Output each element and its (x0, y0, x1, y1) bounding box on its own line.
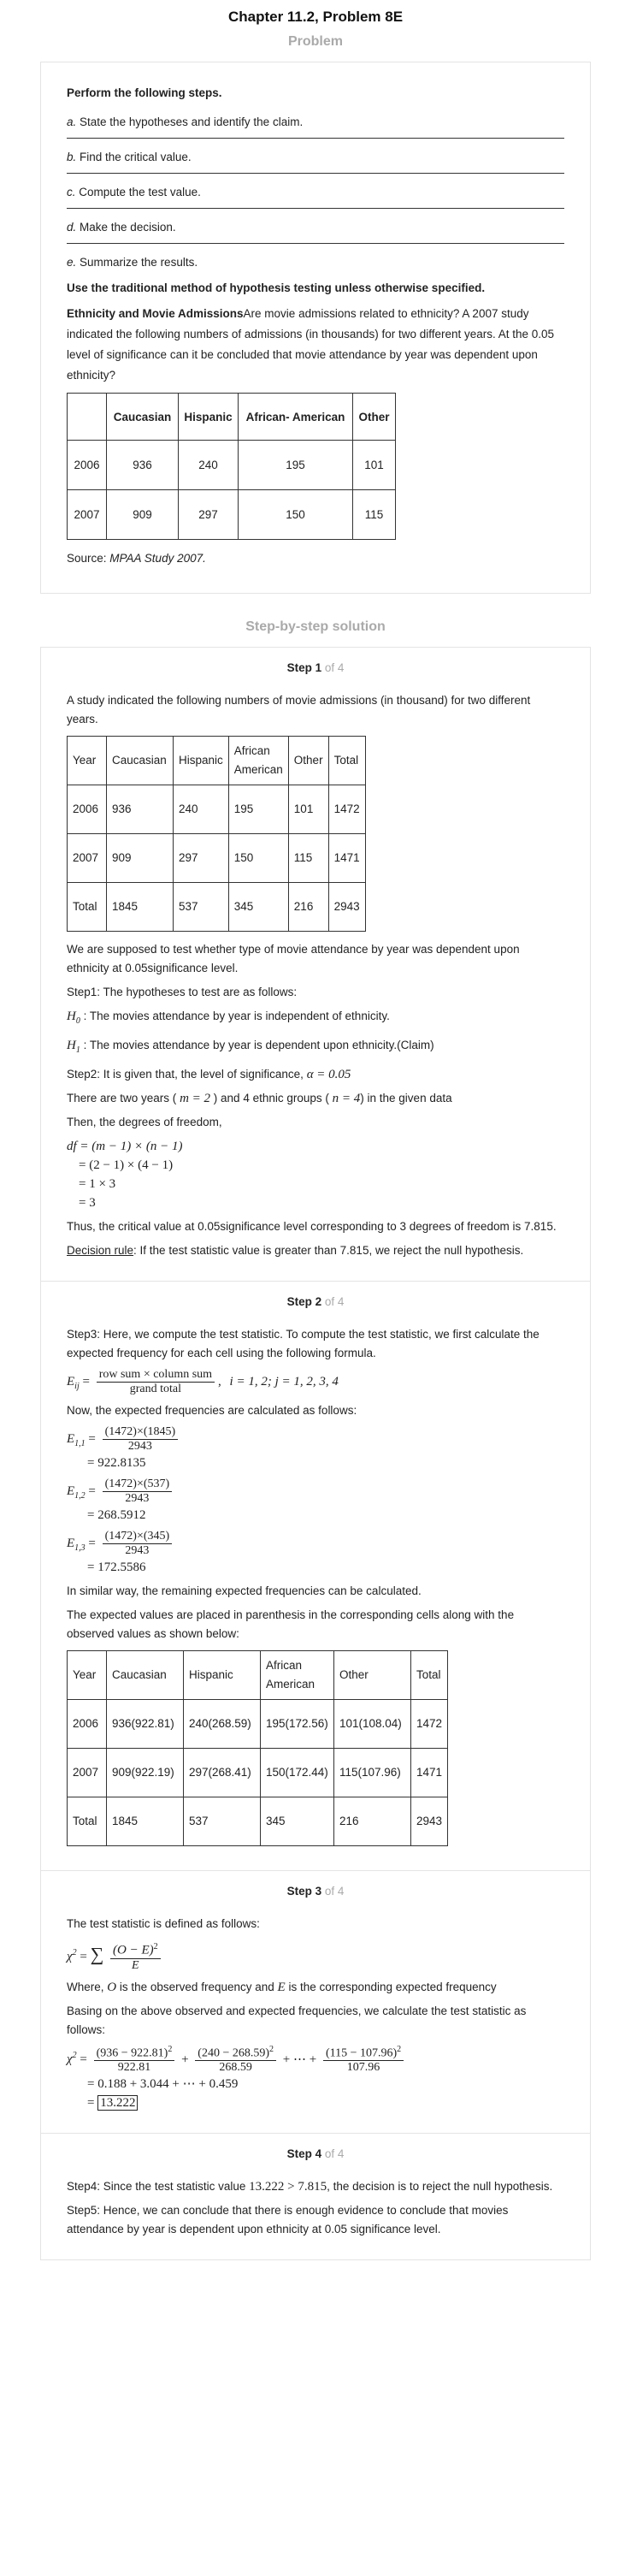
step-1 (41, 648, 590, 1282)
problem-step-b: b. Find the critical value. (67, 147, 564, 174)
table-row: 2007 909 297 150 115 (68, 490, 396, 540)
step-1-groups: There are two years ( m = 2 ) and 4 ethnic groups ( n = 4) in the given data (67, 1092, 452, 1105)
step-1-critical: Thus, the critical value at 0.05significance level corresponding to 3 degrees of freedom is 7.815. (67, 1220, 557, 1233)
table-row: Total 1845 537 345 216 2943 (68, 883, 366, 932)
step-1-h1: $H_1$ : The movies attendance by year is dependent upon ethnicity.(Claim) (67, 1039, 434, 1055)
step-1-intro: A study indicated the following numbers of movie admissions (in thousand) for two different years. (67, 694, 531, 725)
step-2 (41, 1282, 590, 1871)
step-2-title: Step 2 of 4 (286, 1295, 345, 1308)
step-2-placed: The expected values are placed in parenthesis in the corresponding cells along with the observed values as shown below: (67, 1608, 515, 1640)
page-title: Chapter 11.2, Problem 8E (227, 9, 404, 25)
step-3-result: 13.222 (97, 2095, 138, 2111)
problem-table (67, 393, 396, 540)
table-row: 2006 936 240 195 101 (68, 441, 396, 490)
step-1-df-equation: df = (m − 1) × (n − 1) = (2 − 1) × (4 − 1) = 1 × 3 = 3 (67, 1140, 183, 1210)
step-4-title: Step 4 of 4 (286, 2147, 345, 2161)
step-1-hypotheses-intro: Step1: The hypotheses to test are as follows: (67, 986, 298, 998)
step-4-decision: Step4: Since the test statistic value 13.222 > 7.815, the decision is to reject the null hypothesis. (67, 2180, 553, 2194)
step-1-test-text: We are supposed to test whether type of movie attendance by year was dependent upon ethnicity at 0.05significance level. (67, 943, 520, 974)
solution-heading: Step-by-step solution (245, 619, 386, 634)
problem-instruction: Perform the following steps. (67, 86, 222, 99)
problem-step-a: a. State the hypotheses and identify the claim. (67, 112, 564, 139)
step-3-intro: The test statistic is defined as follows: (67, 1917, 260, 1930)
table-row: 2007 909(922.19) 297(268.41) 150(172.44) 115(107.96) 1471 (68, 1749, 448, 1797)
step-2-e12: $E_{1,2}$ = $\frac{(1472)\times(537)}{2943}$ = 268.5912 (67, 1477, 564, 1525)
step-2-expected-formula: $E_{ij}$ = $\frac{\text{row sum × column sum}}{\text{grand total}}$ , i = 1, 2; j = 1, 2, 3, 4 (67, 1368, 339, 1395)
problem-source: Source: MPAA Study 2007. (67, 552, 206, 565)
step-2-intro: Step3: Here, we compute the test statistic. To compute the test statistic, we first calculate the expected frequency for each cell using the following formula. (67, 1328, 540, 1359)
step-1-h0: $H_0$ : The movies attendance by year is independent of ethnicity. (67, 1010, 390, 1026)
step-1-alpha: Step2: It is given that, the level of significance, α = 0.05 (67, 1068, 351, 1081)
table-row: Total 1845 537 345 216 2943 (68, 1797, 448, 1846)
step-1-df-intro: Then, the degrees of freedom, (67, 1116, 222, 1128)
problem-step-list (67, 112, 564, 278)
step-2-e13: $E_{1,3}$ = $\frac{(1472)\times(345)}{2943}$ = 172.5586 (67, 1530, 564, 1577)
step-3-where: Where, O is the observed frequency and E is the corresponding expected frequency (67, 1980, 497, 1994)
step-2-table (67, 1650, 448, 1846)
step-4 (41, 2134, 590, 2259)
solution-card (40, 647, 591, 2260)
table-header-row: Year Caucasian Hispanic African American Other Total (68, 1651, 448, 1700)
table-row: 2006 936(922.81) 240(268.59) 195(172.56) 101(108.04) 1472 (68, 1700, 448, 1749)
problem-heading: Problem (287, 34, 343, 49)
step-3 (41, 1871, 590, 2134)
step-3-chi-formula: $\chi^2$ = ∑ $\frac{(O - E)^2}{E}$ (67, 1942, 564, 1973)
step-4-conclusion: Step5: Hence, we can conclude that there is enough evidence to conclude that movies attendance by year is dependent upon ethnicity at 0.05 significance level. (67, 2204, 509, 2236)
step-3-title: Step 3 of 4 (286, 1885, 345, 1898)
problem-step-d: d. Make the decision. (67, 217, 564, 244)
step-1-decision-rule: Decision rule: If the test statistic value is greater than 7.815, we reject the null hypothesis. (67, 1244, 524, 1257)
problem-description: Ethnicity and Movie AdmissionsAre movie admissions related to ethnicity? A 2007 study indicated the following numbers of admissions (in thousands) for two different years. At the 0.05 level of significance can it be concluded that movie attendance by year was dependent upon ethnicity? (67, 307, 555, 382)
table-row: 2006 936 240 195 101 1472 (68, 785, 366, 834)
problem-step-e: e. Summarize the results. (67, 256, 198, 269)
table-header-row: Caucasian Hispanic African- American Other (68, 394, 396, 441)
problem-card (40, 62, 591, 594)
step-3-calculation: $\chi^2$ = $\frac{(936 - 922.81)^2}{922.81}$ + $\frac{(240 - 268.59)^2}{268.59}$ + ⋯ + $\frac{(115 - 107.96)^2}{107.96}$ = 0.188 + 3.044 + ⋯ + 0.459 = 13.222 (67, 2045, 564, 2113)
step-1-title: Step 1 of 4 (286, 661, 345, 674)
table-header-row: Year Caucasian Hispanic African American Other Total (68, 737, 366, 785)
table-row: 2007 909 297 150 115 1471 (68, 834, 366, 883)
step-2-e11: $E_{1,1}$ = $\frac{(1472)\times(1845)}{2943}$ = 922.8135 (67, 1425, 564, 1472)
step-1-table (67, 736, 366, 932)
method-note: Use the traditional method of hypothesis testing unless otherwise specified. (67, 281, 486, 294)
step-2-similar: In similar way, the remaining expected frequencies can be calculated. (67, 1584, 422, 1597)
problem-step-c: c. Compute the test value. (67, 182, 564, 209)
step-3-basing: Basing on the above observed and expected frequencies, we calculate the test statistic as follows: (67, 2004, 527, 2036)
step-2-now: Now, the expected frequencies are calculated as follows: (67, 1404, 357, 1417)
